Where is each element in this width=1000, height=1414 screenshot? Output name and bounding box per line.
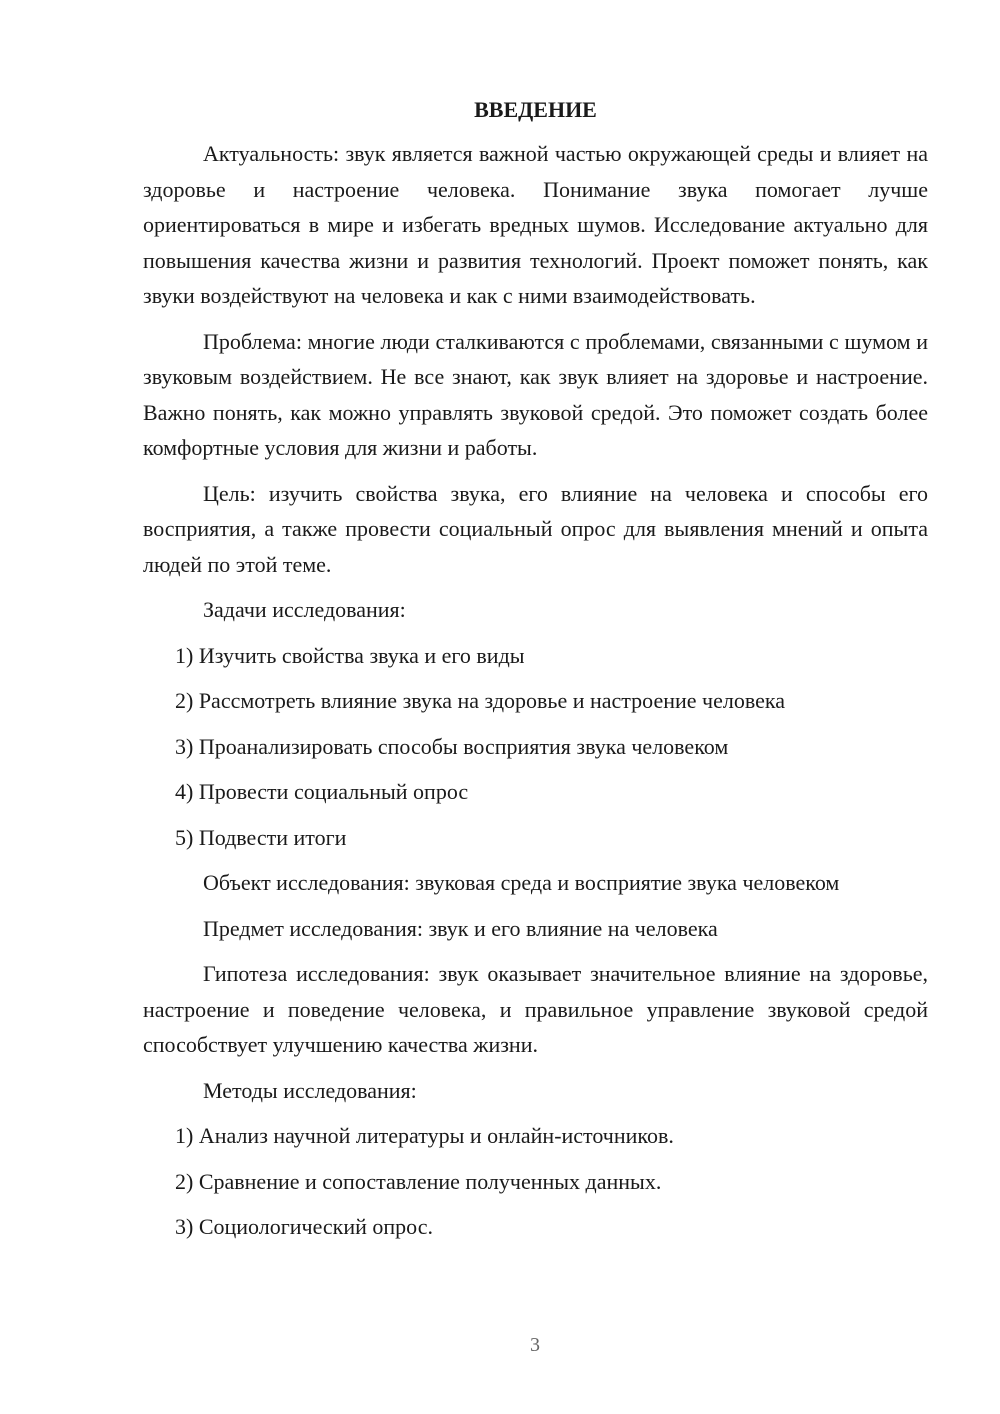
- document-page: [143, 92, 928, 1245]
- research-subject: Предмет исследования: звук и его влияние на человека: [203, 915, 718, 941]
- research-object: Объект исследования: звуковая среда и восприятие звука человеком: [203, 870, 840, 895]
- list-item: 5) Подвести итоги: [175, 824, 347, 850]
- list-item: 2) Сравнение и сопоставление полученных данных.: [175, 1168, 662, 1194]
- page-title: ВВЕДЕНИЕ: [474, 97, 597, 122]
- list-item: 4) Провести социальный опрос: [175, 779, 469, 804]
- list-item: 2) Рассмотреть влияние звука на здоровье и настроение человека: [175, 688, 785, 713]
- page-number: 3: [530, 1334, 540, 1356]
- list-item: 3) Социологический опрос.: [175, 1214, 433, 1239]
- list-item: 1) Анализ научной литературы и онлайн-источников.: [175, 1123, 674, 1148]
- relevance-paragraph: Актуальность: звук является важной частью окружающей среды и влияет на здоровье и настроение человека. Понимание звука помогает лучше ориентироваться в мире и избегать вредных шумов. Исследование актуально для повышения качества жизни и развития технологий. Проект поможет понять, как звуки воздействуют на человека и как с ними взаимодействовать.: [143, 141, 928, 308]
- goal-paragraph: Цель: изучить свойства звука, его влияние на человека и способы его восприятия, а также провести социальный опрос для выявления мнений и опыта людей по этой теме.: [143, 480, 928, 577]
- list-item: 1) Изучить свойства звука и его виды: [175, 642, 525, 668]
- list-item: 3) Проанализировать способы восприятия звука человеком: [175, 733, 729, 759]
- problem-paragraph: Проблема: многие люди сталкиваются с проблемами, связанными с шумом и звуковым воздействием. Не все знают, как звук влияет на здоровье и настроение. Важно понять, как можно управлять звуковой средой. Это поможет создать более комфортные условия для жизни и работы.: [143, 328, 928, 460]
- methods-list: [143, 1118, 928, 1245]
- tasks-heading: Задачи исследования:: [203, 597, 406, 622]
- hypothesis-paragraph: Гипотеза исследования: звук оказывает значительное влияние на здоровье, настроение и поведение человека, и правильное управление звуковой средой способствует улучшению качества жизни.: [143, 961, 928, 1057]
- tasks-list: [143, 638, 928, 856]
- methods-heading: Методы исследования:: [203, 1077, 417, 1103]
